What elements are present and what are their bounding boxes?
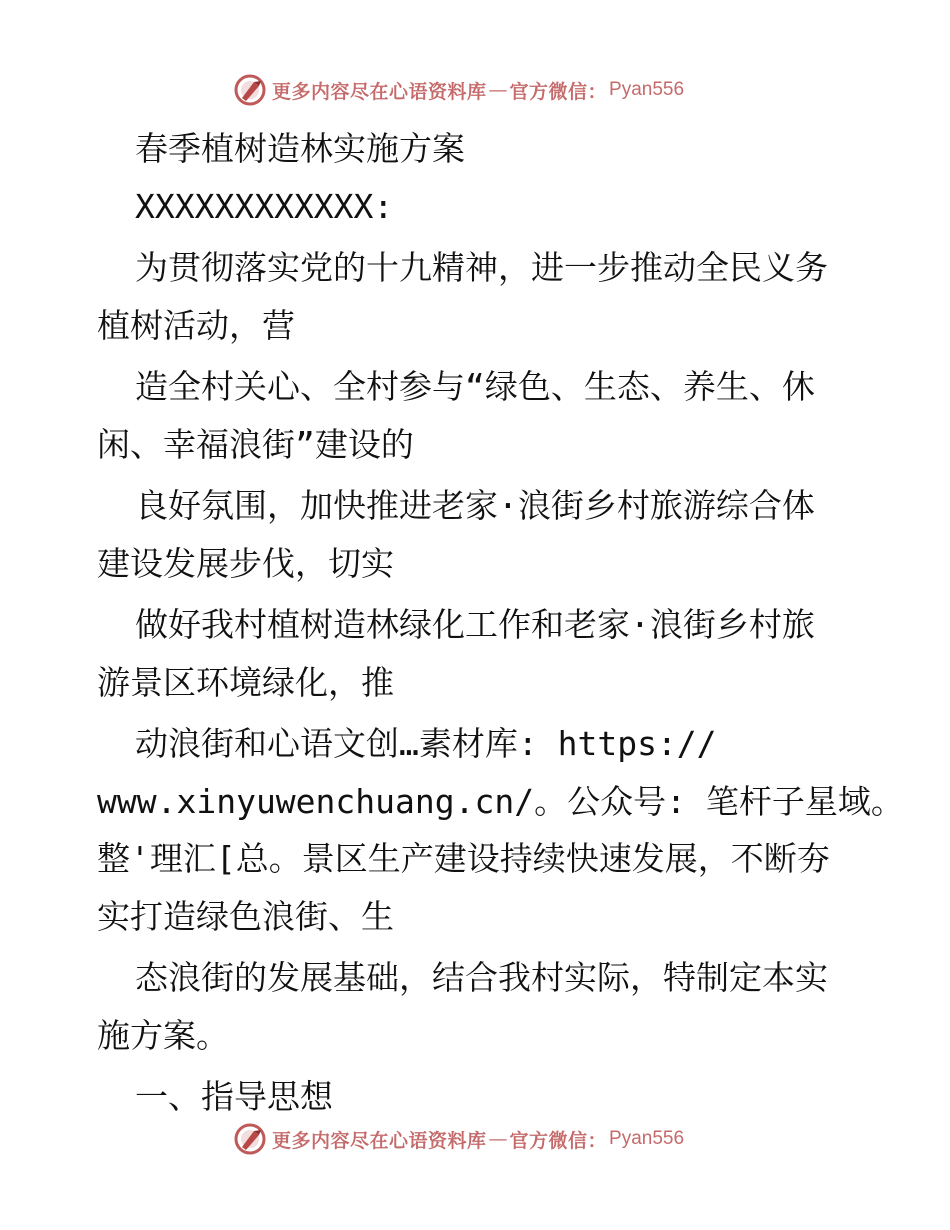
paragraph-line: 施方案。 (97, 1015, 229, 1055)
salutation-line: XXXXXXXXXXXX: (135, 186, 394, 226)
paragraph-line: 游景区环境绿化，推 (97, 662, 394, 702)
pen-nib-circle-icon (233, 1122, 267, 1156)
paragraph-line: 造全村关心、全村参与“绿色、生态、养生、休 (135, 367, 815, 406)
pen-nib-circle-icon (233, 73, 267, 107)
document-body (97, 120, 904, 1126)
paragraph-line: 动浪街和心语文创…素材库: https:// (135, 724, 717, 763)
paragraph-line: 态浪街的发展基础，结合我村实际，特制定本实 (135, 958, 828, 997)
watermark-main-text: 更多内容尽在心语资料库 (272, 1129, 487, 1152)
watermark-separator: — (488, 79, 508, 101)
paragraph-line: 做好我村植树造林绿化工作和老家·浪街乡村旅 (135, 605, 815, 644)
header-watermark (233, 72, 684, 108)
footer-watermark (233, 1121, 684, 1157)
paragraph-line: 植树活动，营 (97, 305, 295, 345)
watermark-sub-text: 官方微信： (509, 1129, 608, 1152)
paragraph-line: 建设发展步伐，切实 (97, 543, 394, 583)
document-title: 春季植树造林实施方案 (135, 129, 465, 168)
paragraph-line: www.xinyuwenchuang.cn/。公众号: 笔杆子星域。 (97, 781, 904, 821)
watermark-wechat-id: Pyan556 (609, 79, 685, 100)
paragraph-line: 闲、幸福浪街”建设的 (97, 424, 414, 464)
watermark-main-text: 更多内容尽在心语资料库 (272, 80, 487, 103)
watermark-wechat-id: Pyan556 (609, 1128, 685, 1149)
paragraph-line: 整'理汇[总。景区生产建设持续快速发展，不断夯 (97, 839, 830, 878)
paragraph-line: 良好氛围，加快推进老家·浪街乡村旅游综合体 (135, 486, 815, 525)
watermark-separator: — (488, 1128, 508, 1150)
paragraph-line: 为贯彻落实党的十九精神，进一步推动全民义务 (135, 248, 828, 287)
watermark-sub-text: 官方微信： (509, 80, 608, 103)
section-heading: 一、指导思想 (135, 1077, 333, 1116)
paragraph-line: 实打造绿色浪街、生 (97, 896, 394, 936)
